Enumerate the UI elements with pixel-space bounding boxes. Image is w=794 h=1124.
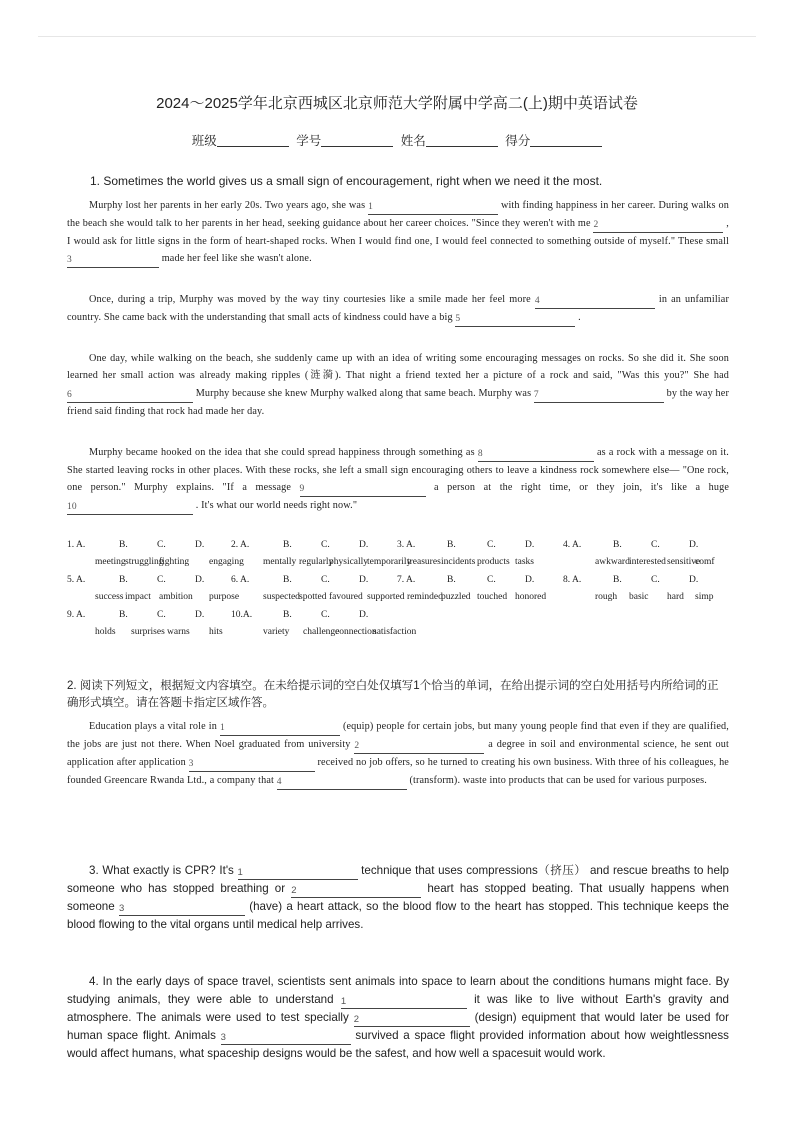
option-label: B. bbox=[447, 540, 456, 550]
option-label: D. bbox=[195, 575, 205, 585]
option-label: B. bbox=[119, 540, 128, 550]
q3-paragraph: 3. What exactly is CPR? It's 1 technique that uses compressions（挤压） and rescue breaths to help someone who has stopped breathing or 2 heart has stopped beating. That usually happens when someone 3 (have) a heart attack, so the blood flow to the heart has stopped. This technique keeps the blood flowing to the vital organs until medical help arrives. bbox=[67, 864, 729, 931]
option-label: D. bbox=[689, 540, 699, 550]
option-word[interactable]: puzzled bbox=[441, 592, 471, 602]
option-word[interactable]: incidents bbox=[441, 557, 476, 567]
q1-blank-2[interactable]: 2 bbox=[593, 220, 723, 233]
q3-blank-2[interactable]: 2 bbox=[291, 885, 421, 898]
class-label: 班级 bbox=[191, 134, 217, 148]
option-word[interactable]: connection bbox=[335, 627, 377, 637]
option-label: D. bbox=[359, 575, 369, 585]
student-info-line bbox=[0, 131, 794, 149]
option-word[interactable]: comf bbox=[695, 557, 715, 567]
student-id-field[interactable] bbox=[321, 134, 393, 147]
option-word[interactable]: simp bbox=[695, 592, 714, 602]
option-label: C. bbox=[157, 540, 166, 550]
option-word[interactable]: success bbox=[95, 592, 124, 602]
option-label: 7. A. bbox=[397, 575, 416, 585]
student-id-label: 学号 bbox=[296, 134, 322, 148]
option-word[interactable]: purpose bbox=[209, 592, 240, 602]
option-label: C. bbox=[157, 575, 166, 585]
option-word[interactable]: awkward bbox=[595, 557, 630, 567]
option-label: D. bbox=[359, 540, 369, 550]
q4-blank-2[interactable]: 2 bbox=[354, 1014, 470, 1027]
option-word[interactable]: surprises bbox=[131, 627, 165, 637]
q3-blank-3[interactable]: 3 bbox=[119, 903, 245, 916]
q4-paragraph: 4. In the early days of space travel, scientists sent animals into space to learn about the conditions humans might face. By studying animals, they were able to understand 1 it was like to live without Earth's gravity and atmosphere. The animals were used to test specially 2 (design) equipment that would later be used for human space flight. Animals 3 survived a space flight provided information about how weightlessness would affect humans, what spaceship designs would be the safest, and how well a spacesuit would work. bbox=[67, 975, 729, 1060]
option-word[interactable]: suspected bbox=[263, 592, 300, 602]
option-label: B. bbox=[447, 575, 456, 585]
option-word[interactable]: variety bbox=[263, 627, 290, 637]
option-word[interactable]: hard bbox=[667, 592, 684, 602]
page-top-rule bbox=[38, 36, 756, 37]
option-word[interactable]: ambition bbox=[159, 592, 193, 602]
q1-blank-5[interactable]: 5 bbox=[455, 314, 575, 327]
score-field[interactable] bbox=[530, 134, 602, 147]
q1-blank-8[interactable]: 8 bbox=[478, 449, 594, 462]
option-label: 4. A. bbox=[563, 540, 582, 550]
q2-heading: 2. 阅读下列短文，根据短文内容填空。在未给提示词的空白处仅填写1个恰当的单词，在给出提示词的空白处用括号内所给词的正确形式填空。请在答题卡指定区域作答。 bbox=[67, 680, 719, 709]
option-label: D. bbox=[525, 540, 535, 550]
option-word[interactable]: holds bbox=[95, 627, 116, 637]
score-label: 得分 bbox=[505, 134, 531, 148]
option-word[interactable]: interested bbox=[629, 557, 666, 567]
class-field[interactable] bbox=[217, 134, 289, 147]
option-label: 3. A. bbox=[397, 540, 416, 550]
option-word[interactable]: mentally bbox=[263, 557, 297, 567]
option-label: 6. A. bbox=[231, 575, 250, 585]
option-word[interactable]: tasks bbox=[515, 557, 534, 567]
option-word[interactable]: treasures bbox=[407, 557, 441, 567]
option-word[interactable]: sensitive bbox=[667, 557, 701, 567]
option-label: 1. A. bbox=[67, 540, 86, 550]
option-word[interactable]: struggling bbox=[125, 557, 164, 567]
q1-blank-1[interactable]: 1 bbox=[368, 202, 498, 215]
q1-paragraph-2: Once, during a trip, Murphy was moved by the way tiny courtesies like a smile made her feel more 4 in an unfamiliar country. She came back with the understanding that small acts of kindness could have a big 5 . bbox=[67, 291, 729, 327]
q1-blank-4[interactable]: 4 bbox=[535, 296, 655, 309]
option-word[interactable]: fighting bbox=[159, 557, 190, 567]
option-word[interactable]: impact bbox=[125, 592, 151, 602]
option-word[interactable]: rough bbox=[595, 592, 618, 602]
option-word[interactable]: products bbox=[477, 557, 510, 567]
q1-heading: 1. Sometimes the world gives us a small sign of encouragement, right when we need it the most. bbox=[90, 174, 603, 188]
option-label: 5. A. bbox=[67, 575, 86, 585]
option-label: C. bbox=[651, 540, 660, 550]
option-word[interactable]: meeting bbox=[95, 557, 126, 567]
name-label: 姓名 bbox=[400, 134, 426, 148]
option-label: C. bbox=[487, 575, 496, 585]
q2-blank-2[interactable]: 2 bbox=[354, 741, 484, 754]
option-label: D. bbox=[195, 610, 205, 620]
q2-blank-4[interactable]: 4 bbox=[277, 777, 407, 790]
option-word[interactable]: warns bbox=[167, 627, 190, 637]
option-label: B. bbox=[119, 575, 128, 585]
q1-blank-6[interactable]: 6 bbox=[67, 390, 193, 403]
q1-blank-7[interactable]: 7 bbox=[534, 390, 664, 403]
option-label: 10.A. bbox=[231, 610, 253, 620]
option-word[interactable]: spotted bbox=[299, 592, 327, 602]
option-label: B. bbox=[283, 610, 292, 620]
q1-blank-9[interactable]: 9 bbox=[300, 484, 426, 497]
option-label: C. bbox=[321, 575, 330, 585]
q2-blank-3[interactable]: 3 bbox=[189, 759, 315, 772]
option-word[interactable]: challenge bbox=[303, 627, 340, 637]
q4-blank-1[interactable]: 1 bbox=[341, 996, 467, 1009]
option-word[interactable]: touched bbox=[477, 592, 508, 602]
q1-paragraph-4: Murphy became hooked on the idea that she could spread happiness through something as 8 as a rock with a message on it. She started leaving rocks in other places. With these rocks, she left a small sign encouraging others to leave a kindness rock somewhere else— "One rock, one person." Murphy explains. "If a message 9 a person at the right time, or they join, it's like a huge 10 . It's what our world needs right now." bbox=[67, 444, 729, 515]
option-label: D. bbox=[689, 575, 699, 585]
option-label: D. bbox=[359, 610, 369, 620]
option-word[interactable]: favoured bbox=[329, 592, 363, 602]
option-label: B. bbox=[283, 575, 292, 585]
q3-blank-1[interactable]: 1 bbox=[238, 867, 358, 880]
q4-blank-3[interactable]: 3 bbox=[221, 1032, 351, 1045]
option-label: C. bbox=[651, 575, 660, 585]
option-label: B. bbox=[283, 540, 292, 550]
option-word[interactable]: regularly bbox=[299, 557, 334, 567]
option-label: 8. A. bbox=[563, 575, 582, 585]
option-word[interactable]: reminded bbox=[407, 592, 443, 602]
option-label: C. bbox=[321, 540, 330, 550]
q1-paragraph-1: Murphy lost her parents in her early 20s. Two years ago, she was 1 with finding happiness in her career. During walks on the beach she would talk to her parents in her head, seeking guidance about her career choices. "Since they weren't with me 2 , I would ask for little signs in the form of heart-shaped rocks. When I would find one, I would feel connected to something outside of myself." These small 3 made her feel like she wasn't alone. bbox=[67, 197, 729, 268]
q1-blank-3[interactable]: 3 bbox=[67, 255, 159, 268]
option-word[interactable]: supported bbox=[367, 592, 405, 602]
option-label: D. bbox=[195, 540, 205, 550]
option-word[interactable]: honored bbox=[515, 592, 547, 602]
option-label: 9. A. bbox=[67, 610, 86, 620]
option-label: D. bbox=[525, 575, 535, 585]
option-label: B. bbox=[119, 610, 128, 620]
option-word[interactable]: hits bbox=[209, 627, 223, 637]
option-word[interactable]: engaging bbox=[209, 557, 244, 567]
q1-paragraph-3: One day, while walking on the beach, she suddenly came up with an idea of writing some encouraging messages on rocks. So she did it. She soon learned her small action was already making ripples (涟漪). That night a friend texted her a picture of a rock and said, "Was this you?" She had 6 Murphy because she knew Murphy walked along that same beach. Murphy was 7 by the way her friend said finding that rock had made her day. bbox=[67, 353, 729, 417]
q2-paragraph: Education plays a vital role in 1 (equip) people for certain jobs, but many young people find that even if they are qualified, the jobs are just not there. When Noel graduated from university 2 a degree in soil and environmental science, he sent out application after application 3 received no job offers, so he turned to creating his own business. With three of his colleagues, he founded Greencare Rwanda Ltd., a company that 4 (transform). waste into products that can be used for various purposes. bbox=[67, 718, 729, 790]
option-label: C. bbox=[157, 610, 166, 620]
option-label: 2. A. bbox=[231, 540, 250, 550]
option-label: B. bbox=[613, 575, 622, 585]
q1-blank-10[interactable]: 10 bbox=[67, 502, 193, 515]
name-field[interactable] bbox=[426, 134, 498, 147]
option-word[interactable]: satisfaction bbox=[373, 627, 417, 637]
option-word[interactable]: basic bbox=[629, 592, 649, 602]
q2-blank-1[interactable]: 1 bbox=[220, 723, 340, 736]
option-word[interactable]: physically bbox=[329, 557, 369, 567]
option-label: B. bbox=[613, 540, 622, 550]
page-title: 2024～2025学年北京西城区北京师范大学附属中学高二(上)期中英语试卷 bbox=[156, 95, 638, 112]
option-word[interactable]: temporarily bbox=[367, 557, 412, 567]
option-label: C. bbox=[321, 610, 330, 620]
option-label: C. bbox=[487, 540, 496, 550]
